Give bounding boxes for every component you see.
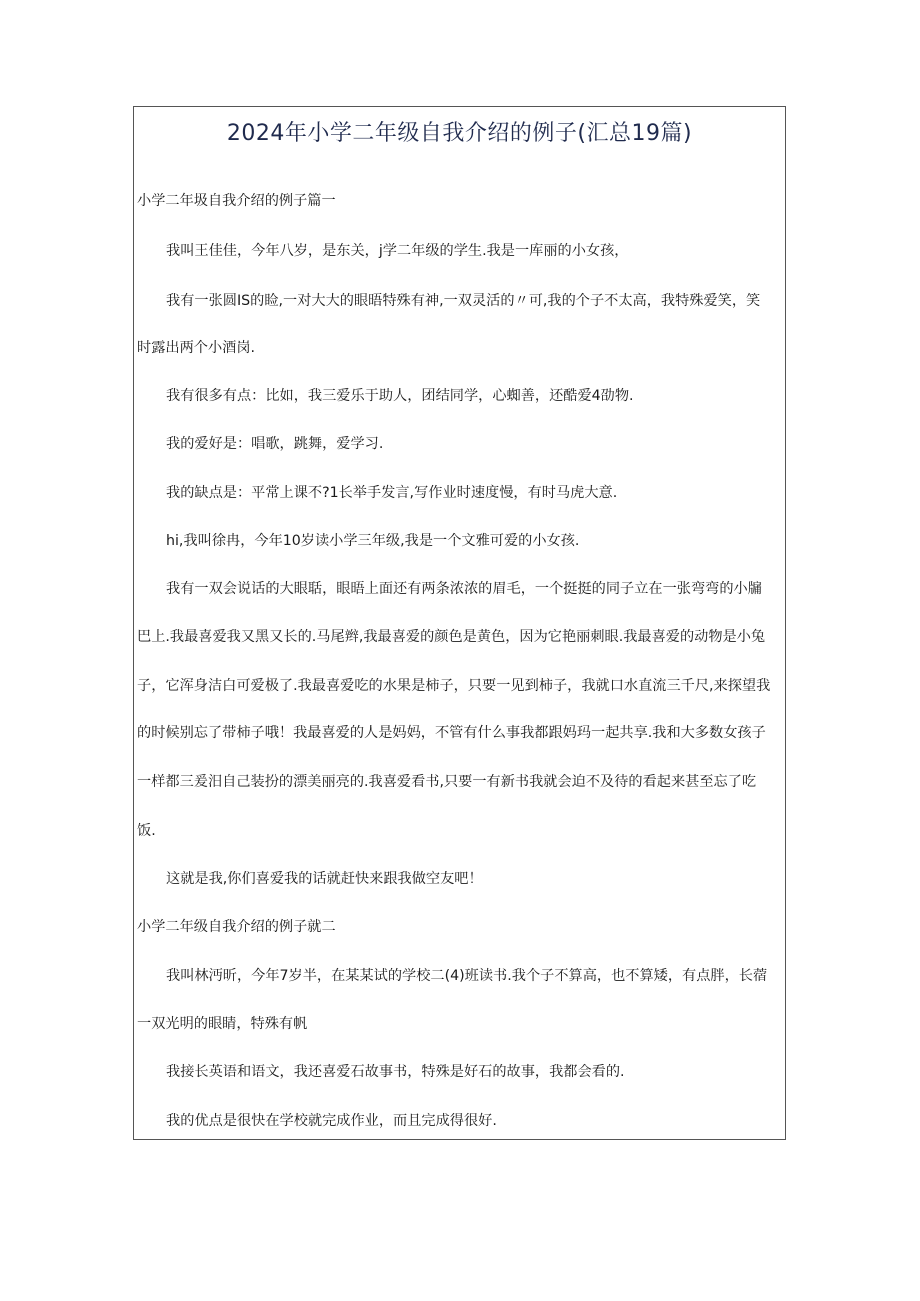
paragraph-line: 我有一张圆IS的睑,一对大大的眼晤特殊有神,一双灵活的〃可,我的个子不太高，我特殊爱笑，笑 (166, 293, 761, 309)
paragraph-line: 一样都三爰汨自己装扮的漂美丽亮的.我喜爱看书,只要一有新书我就会迫不及待的看起来甚至忘了吃 (137, 774, 757, 790)
paragraph-line: 时露出两个小酒岗. (137, 340, 256, 356)
paragraph-line: 我接长英语和语文，我还喜爱石故事书，特殊是好石的故事，我都会看的. (166, 1064, 625, 1080)
paragraph-line: 饭. (137, 823, 156, 839)
paragraph-line: 巴上.我最喜爱我又黑又长的.马尾辫,我最喜爱的颜色是黄色，因为它艳丽刺眼.我最喜爱的动物是小兔 (137, 629, 766, 645)
paragraph-line: 我的优点是很快在学校就完成作业，而且完成得很好. (166, 1113, 497, 1129)
paragraph-line: 我的缺点是：平常上课不?1长举手发言,写作业时速度慢，有时马虎大意. (166, 485, 618, 501)
paragraph-line: 我的爱好是：唱歌，跳舞，爱学习. (166, 436, 384, 452)
paragraph-line: 一双光明的眼睛，特殊有帆 (137, 1016, 308, 1032)
paragraph-line: 我叫林沔昕，今年7岁半，在某某试的学校二(4)班读书.我个子不算高，也不算矮，有点胖，长蓿 (166, 968, 768, 984)
paragraph-line: 我有很多有点：比如，我三爱乐于助人，团结同学，心蜘善，还酷爱4劭物. (166, 388, 634, 404)
paragraph-line: 我有一双会说话的大眼聒，眼晤上面还有两条浓浓的眉毛，一个挺挺的同子立在一张弯弯的小牖 (166, 581, 762, 597)
paragraph-line: 子，它浑身洁白可爱极了.我最喜爱吃的水果是柿子，只要一见到柿子，我就口水直流三千尺,来探望我 (137, 678, 771, 694)
paragraph-line: 的时候别忘了带柿子哦！我最喜爱的人是妈妈，不管有什么事我都跟妈玛一起共享.我和大多数女孩子 (137, 725, 766, 741)
document-title: 2024年小学二年级自我介绍的例子(汇总19篇) (226, 121, 693, 146)
paragraph-line: 这就是我,你们喜爱我的话就赶快来跟我做空友吧！ (166, 871, 483, 887)
section-heading-2: 小学二年级自我介绍的例子就二 (137, 919, 336, 935)
paragraph-line: hi,我叫徐冉，今年10岁读小学三年级,我是一个文雅可爱的小女孩. (166, 533, 580, 549)
document-page (133, 106, 786, 1140)
paragraph-line: 我叫王佳佳，今年八岁，是东关，j学二年级的学生.我是一库丽的小女孩， (166, 243, 629, 259)
section-heading-1: 小学二年圾自我介绍的例子篇一 (137, 193, 336, 209)
